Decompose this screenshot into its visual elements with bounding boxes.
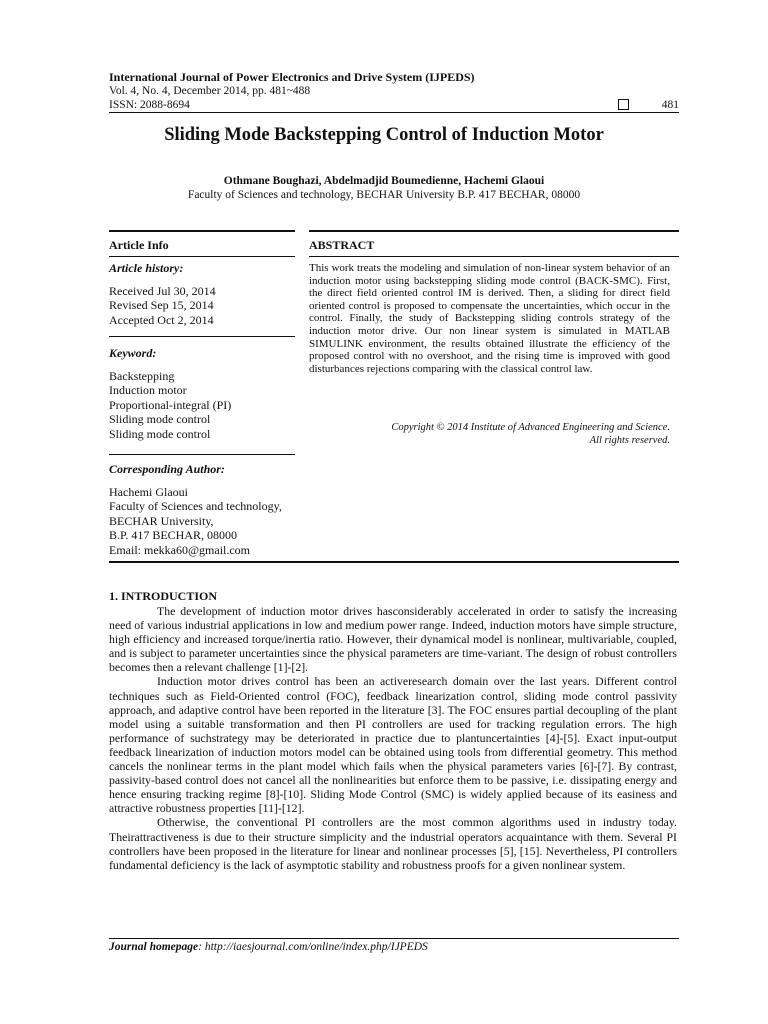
history-item: Revised Sep 15, 2014 — [109, 298, 214, 312]
footer — [109, 941, 428, 953]
copyright: Copyright © 2014 Institute of Advanced Engineering and Science. All rights reserved. — [391, 422, 670, 446]
corresponding-author — [109, 462, 295, 557]
paper-authors: Othmane Boughazi, Abdelmadjid Boumedienne, Hachemi Glaoui — [223, 175, 545, 187]
info-rule-2 — [109, 336, 295, 337]
author-line: Faculty of Sciences and technology, — [109, 499, 282, 513]
paragraph: The development of induction motor drives hasconsiderably accelerated in order to satisfy the increasing need of various industrial applications in low and medium power range. Indeed, induction motors have simple structure, high efficiency and increased torque/inertia ratio. However, their dynamical model is nonlinear, multivariable, coupled, and is subject to parameter uncertainties since the physical parameters are time-variant. The design of robust controllers becomes then a relevant challenge [1]-[2]. — [109, 604, 677, 675]
article-history — [109, 261, 295, 327]
paper-title: Sliding Mode Backstepping Control of Induction Motor — [164, 125, 604, 145]
history-item: Accepted Oct 2, 2014 — [109, 312, 214, 327]
issn-row — [109, 98, 679, 112]
abstract-rule — [309, 256, 679, 257]
paragraph: Induction motor drives control has been an activeresearch domain over the last years. Different control techniques such as Field-Oriented control (FOC), feedback linearization control, sliding mode control passivity approach, and adaptive control have been reported in the literature [3]. The FOC ensures partial decoupling of the plant model using a suitable transformation and then PI controllers are used for tracking regulation errors. The high performance of suchstrategy may be deteriorated in practice due to plantuncertainties [4]-[5]. Exact input-output feedback linearization of induction motors model can be obtained using tools from differential geometry. This method cancels the nonlinear terms in the plant model which fails when the physical parameters varies [6]-[7]. By contrast, passivity-based control does not cancel all the nonlinearities but enforce them to be passive, i.e. dissipating energy and hence ensuring tracking regime [8]-[10]. Sliding Mode Control (SMC) is widely applied because of its easiness and attractive robustness properties [11]-[12]. — [109, 674, 677, 816]
abstract-top-rule — [309, 230, 679, 232]
info-rule-3 — [109, 454, 295, 455]
abstract-heading: ABSTRACT — [309, 238, 375, 252]
history-item: Received Jul 30, 2014 — [109, 283, 216, 298]
keyword-item: Sliding mode control — [109, 412, 211, 426]
keyword-item: Proportional-integral (PI) — [109, 397, 232, 412]
footer-rule — [109, 938, 679, 939]
history-heading: Article history: — [109, 261, 184, 275]
info-bottom-rule — [109, 561, 679, 563]
author-line: B.P. 417 BECHAR, 08000 — [109, 528, 238, 542]
author-line: BECHAR University, — [109, 513, 214, 528]
author-line: Hachemi Glaoui — [109, 484, 188, 499]
header-rule — [109, 112, 679, 113]
keywords — [109, 346, 295, 441]
footer-label: Journal homepage — [109, 941, 199, 953]
keyword-item: Backstepping — [109, 368, 175, 383]
journal-homepage-link[interactable]: : http://iaesjournal.com/online/index.php/IJPEDS — [198, 941, 428, 953]
corresponding-heading: Corresponding Author: — [109, 462, 225, 476]
article-info-heading: Article Info — [109, 238, 169, 252]
square-icon — [618, 99, 629, 110]
keyword-heading: Keyword: — [109, 346, 157, 360]
author-line: Email: mekka60@gmail.com — [109, 542, 251, 557]
journal-volume: Vol. 4, No. 4, December 2014, pp. 481~488 — [109, 85, 311, 97]
journal-issn: ISSN: 2088-8694 — [109, 99, 190, 111]
journal-name: International Journal of Power Electronics and Drive System (IJPEDS) — [109, 70, 475, 84]
introduction-body — [109, 604, 677, 872]
journal-header — [109, 70, 679, 112]
abstract-text: This work treats the modeling and simulation of non-linear system behavior of an induction motor using backstepping sliding mode control (BACK-SMC). First, the direct field oriented control IM is derived. Then, a sliding for direct field oriented control is proposed to compensate the uncertainties, which occur in the control. Finally, the study of Backstepping sliding controls strategy of the induction motor drive. Our non linear system is simulated in MATLAB SIMULINK environment, the results obtained illustrate the efficiency of the proposed control with no overshoot, and the rising time is improved with good disturbances rejections comparing with the classical control law. — [309, 262, 670, 375]
paper-affiliation: Faculty of Sciences and technology, BECHAR University B.P. 417 BECHAR, 08000 — [187, 189, 581, 201]
keyword-item: Induction motor — [109, 383, 187, 397]
paragraph: Otherwise, the conventional PI controllers are the most common algorithms used in industry today. Theirattractiveness is due to their structure simplicity and the industrial operators acquaintance with them. Several PI controllers have been proposed in the literature for linear and nonlinear processes [5], [15]. Nevertheless, PI controllers fundamental deficiency is the lack of asymptotic stability and robustness proofs for a given nonlinear system. — [109, 815, 677, 872]
keyword-item: Sliding mode control — [109, 426, 211, 441]
page-number: 481 — [661, 99, 679, 111]
section-heading: 1. INTRODUCTION — [109, 589, 218, 603]
info-top-rule — [109, 230, 295, 232]
info-rule-1 — [109, 256, 295, 257]
